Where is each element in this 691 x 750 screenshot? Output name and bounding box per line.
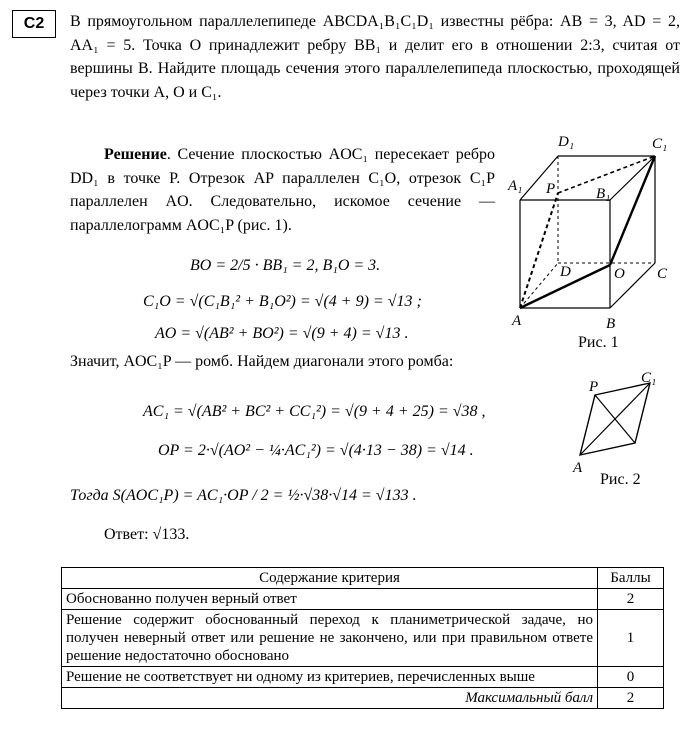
solution-heading: Решение bbox=[104, 146, 167, 163]
label-a2: A bbox=[573, 460, 583, 476]
formula-op: OP = 2·√(AO² − ¼·AC₁²) = √(4·13 − 38) = √14 . bbox=[158, 442, 474, 459]
criteria-text: Обоснованно получен верный ответ bbox=[62, 589, 598, 610]
criteria-score: 0 bbox=[598, 667, 664, 688]
problem-text: В прямоугольном параллелепипеде ABCDA₁B₁C₁D₁ известны рёбра: AB = 3, AD = 2, AA₁ = 5. Точка O принадлежит ребру BB₁ и делит его в отношении 2:3, считая от вершины B. Найдите площадь сечения этого параллелепипеда плоскостью, проходящей через точки A, O и C₁. bbox=[70, 13, 680, 101]
rhombus-text: Значит, AOC₁P — ромб. Найдем диагонали этого ромба: bbox=[70, 353, 454, 370]
label-c: C bbox=[657, 266, 668, 282]
formula-area: Тогда S(AOC₁P) = AC₁·OP / 2 = ½·√38·√14 = √133 . bbox=[70, 487, 417, 504]
section-oc1 bbox=[610, 156, 655, 265]
criteria-text: Решение содержит обоснованный переход к планиметрической задаче, но получен неверный ответ или решение не закончено, или при правильном ответе решение недостаточно обосновано bbox=[62, 610, 598, 667]
label-b: B bbox=[606, 316, 616, 332]
figure-2-rhombus bbox=[565, 368, 675, 490]
problem-statement bbox=[70, 10, 680, 104]
label-a: A bbox=[512, 313, 522, 329]
edge-b1c1 bbox=[610, 156, 655, 200]
label-o: O bbox=[614, 266, 625, 282]
formula-c1o: C₁O = √(C₁B₁² + B₁O²) = √(4 + 9) = √13 ; bbox=[143, 293, 422, 310]
table-row bbox=[62, 667, 664, 688]
label-d: D bbox=[560, 264, 571, 280]
max-score-label: Максимальный балл bbox=[62, 688, 598, 709]
criteria-score: 2 bbox=[598, 589, 664, 610]
label-c1: C₁ bbox=[652, 136, 668, 152]
figure-1-parallelepiped bbox=[500, 128, 685, 353]
header-criteria: Содержание критерия bbox=[62, 568, 598, 589]
edge-ad bbox=[520, 263, 558, 308]
formula-ao: AO = √(AB² + BO²) = √(9 + 4) = √13 . bbox=[155, 325, 409, 342]
formula-bo: BO = 2/5 · BB₁ = 2, B₁O = 3. bbox=[190, 257, 381, 274]
label-p2: P bbox=[589, 379, 599, 395]
label-a1: A₁ bbox=[508, 178, 523, 194]
table-row bbox=[62, 610, 664, 667]
label-b1: B₁ bbox=[596, 186, 611, 202]
solution-intro bbox=[70, 143, 495, 237]
table-header-row bbox=[62, 568, 664, 589]
figure-1-caption: Рис. 1 bbox=[578, 334, 619, 351]
label-c1-2: C₁ bbox=[641, 370, 657, 386]
figure-2-caption: Рис. 2 bbox=[600, 471, 641, 488]
table-max-row bbox=[62, 688, 664, 709]
criteria-score: 1 bbox=[598, 610, 664, 667]
criteria-table bbox=[61, 567, 664, 709]
label-d1: D₁ bbox=[558, 134, 575, 150]
formula-ac1: AC₁ = √(AB² + BC² + CC₁²) = √(9 + 4 + 25) = √38 , bbox=[143, 403, 486, 420]
header-points: Баллы bbox=[598, 568, 664, 589]
label-p: P bbox=[546, 181, 556, 197]
solution-intro-text: . Сечение плоскостью AOC₁ пересекает ребро DD₁ в точке P. Отрезок AP параллелен C₁O, отрезок C₁P параллелен AO. Следовательно, искомое сечение — параллелограмм AOC₁P (рис. 1). bbox=[70, 146, 495, 234]
max-score-value: 2 bbox=[598, 688, 664, 709]
answer: Ответ: √133. bbox=[104, 526, 190, 543]
section-ap bbox=[520, 193, 558, 308]
table-row bbox=[62, 589, 664, 610]
problem-label: C2 bbox=[12, 10, 56, 38]
criteria-text: Решение не соответствует ни одному из критериев, перечисленных выше bbox=[62, 667, 598, 688]
